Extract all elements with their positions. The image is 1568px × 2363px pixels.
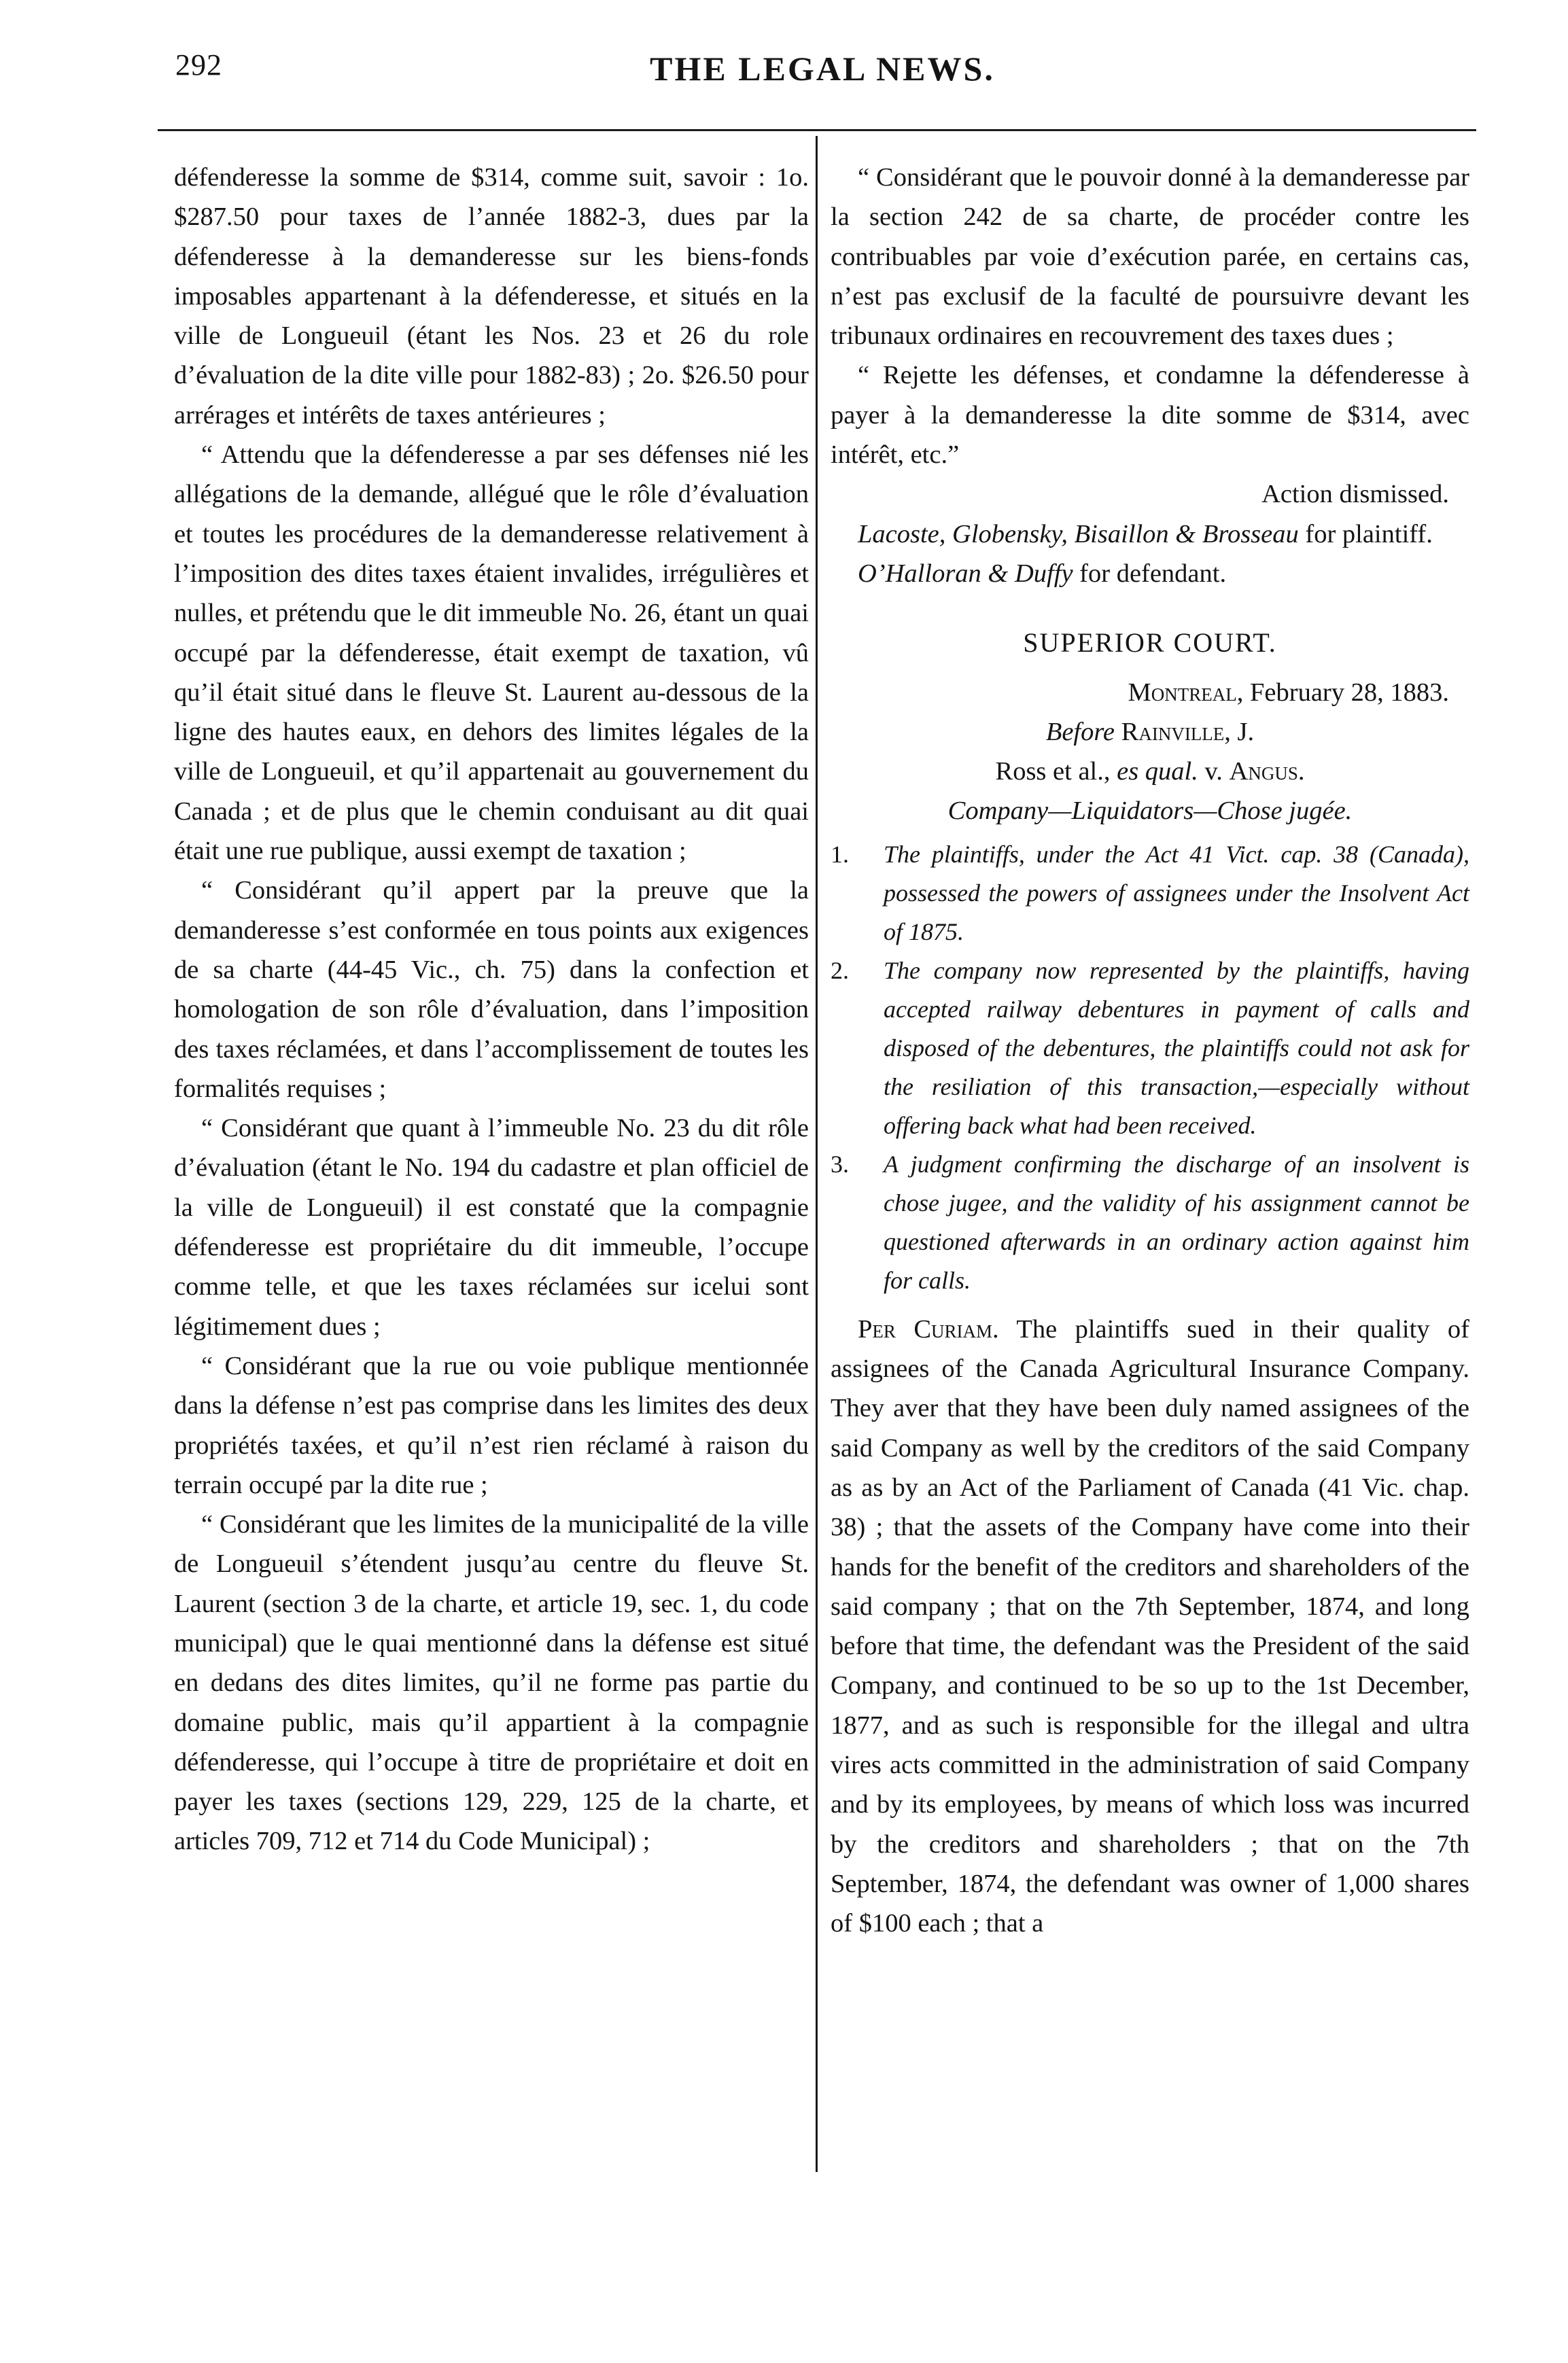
disposition: Action dismissed. (1261, 480, 1449, 509)
before-line (831, 712, 1469, 752)
headnote-text: The company now represented by the plaintiffs, having accepted railway debentures in payment of calls and disposed of the debentures, the plaintiffs could not ask for the resiliation of this transaction,—especially without offering back what had been received. (884, 956, 1469, 1139)
counsel-defendant (831, 554, 1469, 593)
headnote-number: 2. (831, 956, 849, 984)
page-number: 292 (175, 48, 222, 82)
page-header (175, 42, 1469, 97)
headnote-number: 1. (831, 840, 849, 868)
subject-line: Company—Liquidators—Chose jugée. (947, 797, 1353, 826)
judge: Rainville, J. (1121, 717, 1255, 746)
counsel-plaintiff-suffix: for plaintiff. (1305, 519, 1433, 548)
headnote-item (831, 1145, 1469, 1300)
party-second: Angus. (1229, 757, 1305, 786)
party-qual: es qual. (1117, 757, 1198, 786)
counsel-plaintiff-names: Lacoste, Globensky, Bisaillon & Brosseau (858, 519, 1299, 548)
versus: v. (1204, 757, 1223, 786)
column-divider (816, 136, 818, 2172)
header-rule (158, 129, 1476, 131)
headnote-number: 3. (831, 1150, 849, 1178)
paragraph: “ Considérant que les limites de la municipalité de la ville de Longueuil s’étendent jusqu’au centre du fleuve St. Laurent (section 3 de la charte, et article 19, sec. 1, du code municipal) que le quai mentionné dans la défense est situé en dedans des dites limites, qu’il ne forme pas partie du domaine public, mais qu’il appartient à la compagnie défenderesse, qui l’occupe à titre de propriétaire et doit en payer les taxes (sections 129, 229, 125 de la charte, et articles 709, 712 et 714 du Code Municipal) ; (174, 1510, 809, 1856)
case-parties (831, 752, 1469, 791)
paragraph: “ Considérant qu’il appert par la preuve que la demanderesse s’est conformée en tous points aux exigences de sa charte (44-45 Vic., ch. 75) dans la confection et homologation de son rôle d’évaluation, dans l’imposition des taxes réclamées, et dans l’accomplissement de toutes les formalités requises ; (174, 876, 809, 1103)
date: February 28, 1883. (1250, 678, 1449, 707)
paragraph: “ Attendu que la défenderesse a par ses défenses nié les allégations de la demande, allégué que le rôle d’évaluation et toutes les procédures de la demanderesse relativement à l’imposition des dites taxes étaient invalides, irrégulières et nulles, et prétendu que le dit immeuble No. 26, étant un quai occupé par la défenderesse, était exempt de taxation, vû qu’il était situé dans le fleuve St. Laurent au-dessous de la ligne des hautes eaux, en dehors des limites légales de la ville de Longueuil, et qu’il appartenait au gouvernement du Canada ; et de plus que le chemin conduisant au dit quai était une rue publique, aussi exempt de taxation ; (174, 440, 809, 866)
counsel-defendant-suffix: for defendant. (1079, 559, 1227, 588)
headnote-item (831, 951, 1469, 1145)
court-heading: SUPERIOR COURT. (1023, 627, 1277, 659)
paragraph: “ Considérant que le pouvoir donné à la demanderesse par la section 242 de sa charte, de procéder contre les contribuables par voie d’exécution parée, en certains cas, n’est pas exclusif de la faculté de poursuivre devant les tribunaux ordinaires en recouvrement des taxes dues ; (831, 163, 1469, 351)
place: Montreal, (1128, 678, 1244, 707)
before-label: Before (1045, 717, 1115, 746)
dateline (831, 673, 1469, 712)
per-curiam-label: Per Curiam. (858, 1314, 999, 1344)
headnote-text: The plaintiffs, under the Act 41 Vict. cap. 38 (Canada), possessed the powers of assignees under the Insolvent Act of 1875. (884, 840, 1469, 945)
counsel-defendant-names: O’Halloran & Duffy (858, 559, 1073, 588)
party-first: Ross et al., (995, 757, 1111, 786)
counsel-plaintiff (831, 514, 1469, 554)
running-title: THE LEGAL NEWS. (650, 50, 995, 88)
paragraph: “ Rejette les défenses, et condamne la défenderesse à payer à la demanderesse la dite somme de $314, avec intérêt, etc.” (831, 361, 1469, 470)
left-column (174, 158, 809, 1861)
paragraph: “ Considérant que la rue ou voie publique mentionnée dans la défense n’est pas comprise dans les limites des deux propriétés taxées, et qu’il n’est rien réclamé à raison du terrain occupé par la dite rue ; (174, 1351, 809, 1499)
per-curiam-paragraph (831, 1310, 1469, 1944)
per-curiam-text: The plaintiffs sued in their quality of assignees of the Canada Agricultural Insurance Company. They aver that they have been duly named assignees of the said Company as well by the creditors of the said Company as as by an Act of the Parliament of Canada (41 Vic. chap. 38) ; that the assets of the Company have come into their hands for the benefit of the creditors and shareholders of the said company ; that on the 7th September, 1874, and long before that time, the defendant was the President of the said Company, and continued to be so up to the 1st December, 1877, and as such is responsible for the illegal and ultra vires acts committed in the administration of said Company and by its employees, by means of which loss was incurred by the creditors and shareholders ; that on the 7th September, 1874, the defendant was owner of 1,000 shares of $100 each ; that a (831, 1314, 1469, 1938)
headnote-text: A judgment confirming the discharge of an insolvent is chose jugee, and the validity of his assignment cannot be questioned afterwards in an ordinary action against him for calls. (884, 1150, 1469, 1294)
headnote-item (831, 835, 1469, 951)
paragraph: défenderesse la somme de $314, comme suit, savoir : 1o. $287.50 pour taxes de l’année 1882-3, dues par la défenderesse à la demanderesse sur les biens-fonds imposables appartenant à la défenderesse, et situés en la ville de Longueuil (étant les Nos. 23 et 26 du role d’évaluation de la dite ville pour 1882-83) ; 2o. $26.50 pour arrérages et intérêts de taxes antérieures ; (174, 163, 809, 430)
right-column (831, 158, 1469, 1944)
paragraph: “ Considérant que quant à l’immeuble No. 23 du dit rôle d’évaluation (étant le No. 194 du cadastre et plan officiel de la ville de Longueuil) il est constaté que la compagnie défenderesse est propriétaire du dit immeuble, l’occupe comme telle, et que les taxes réclamées sur icelui sont légitimement dues ; (174, 1114, 809, 1341)
